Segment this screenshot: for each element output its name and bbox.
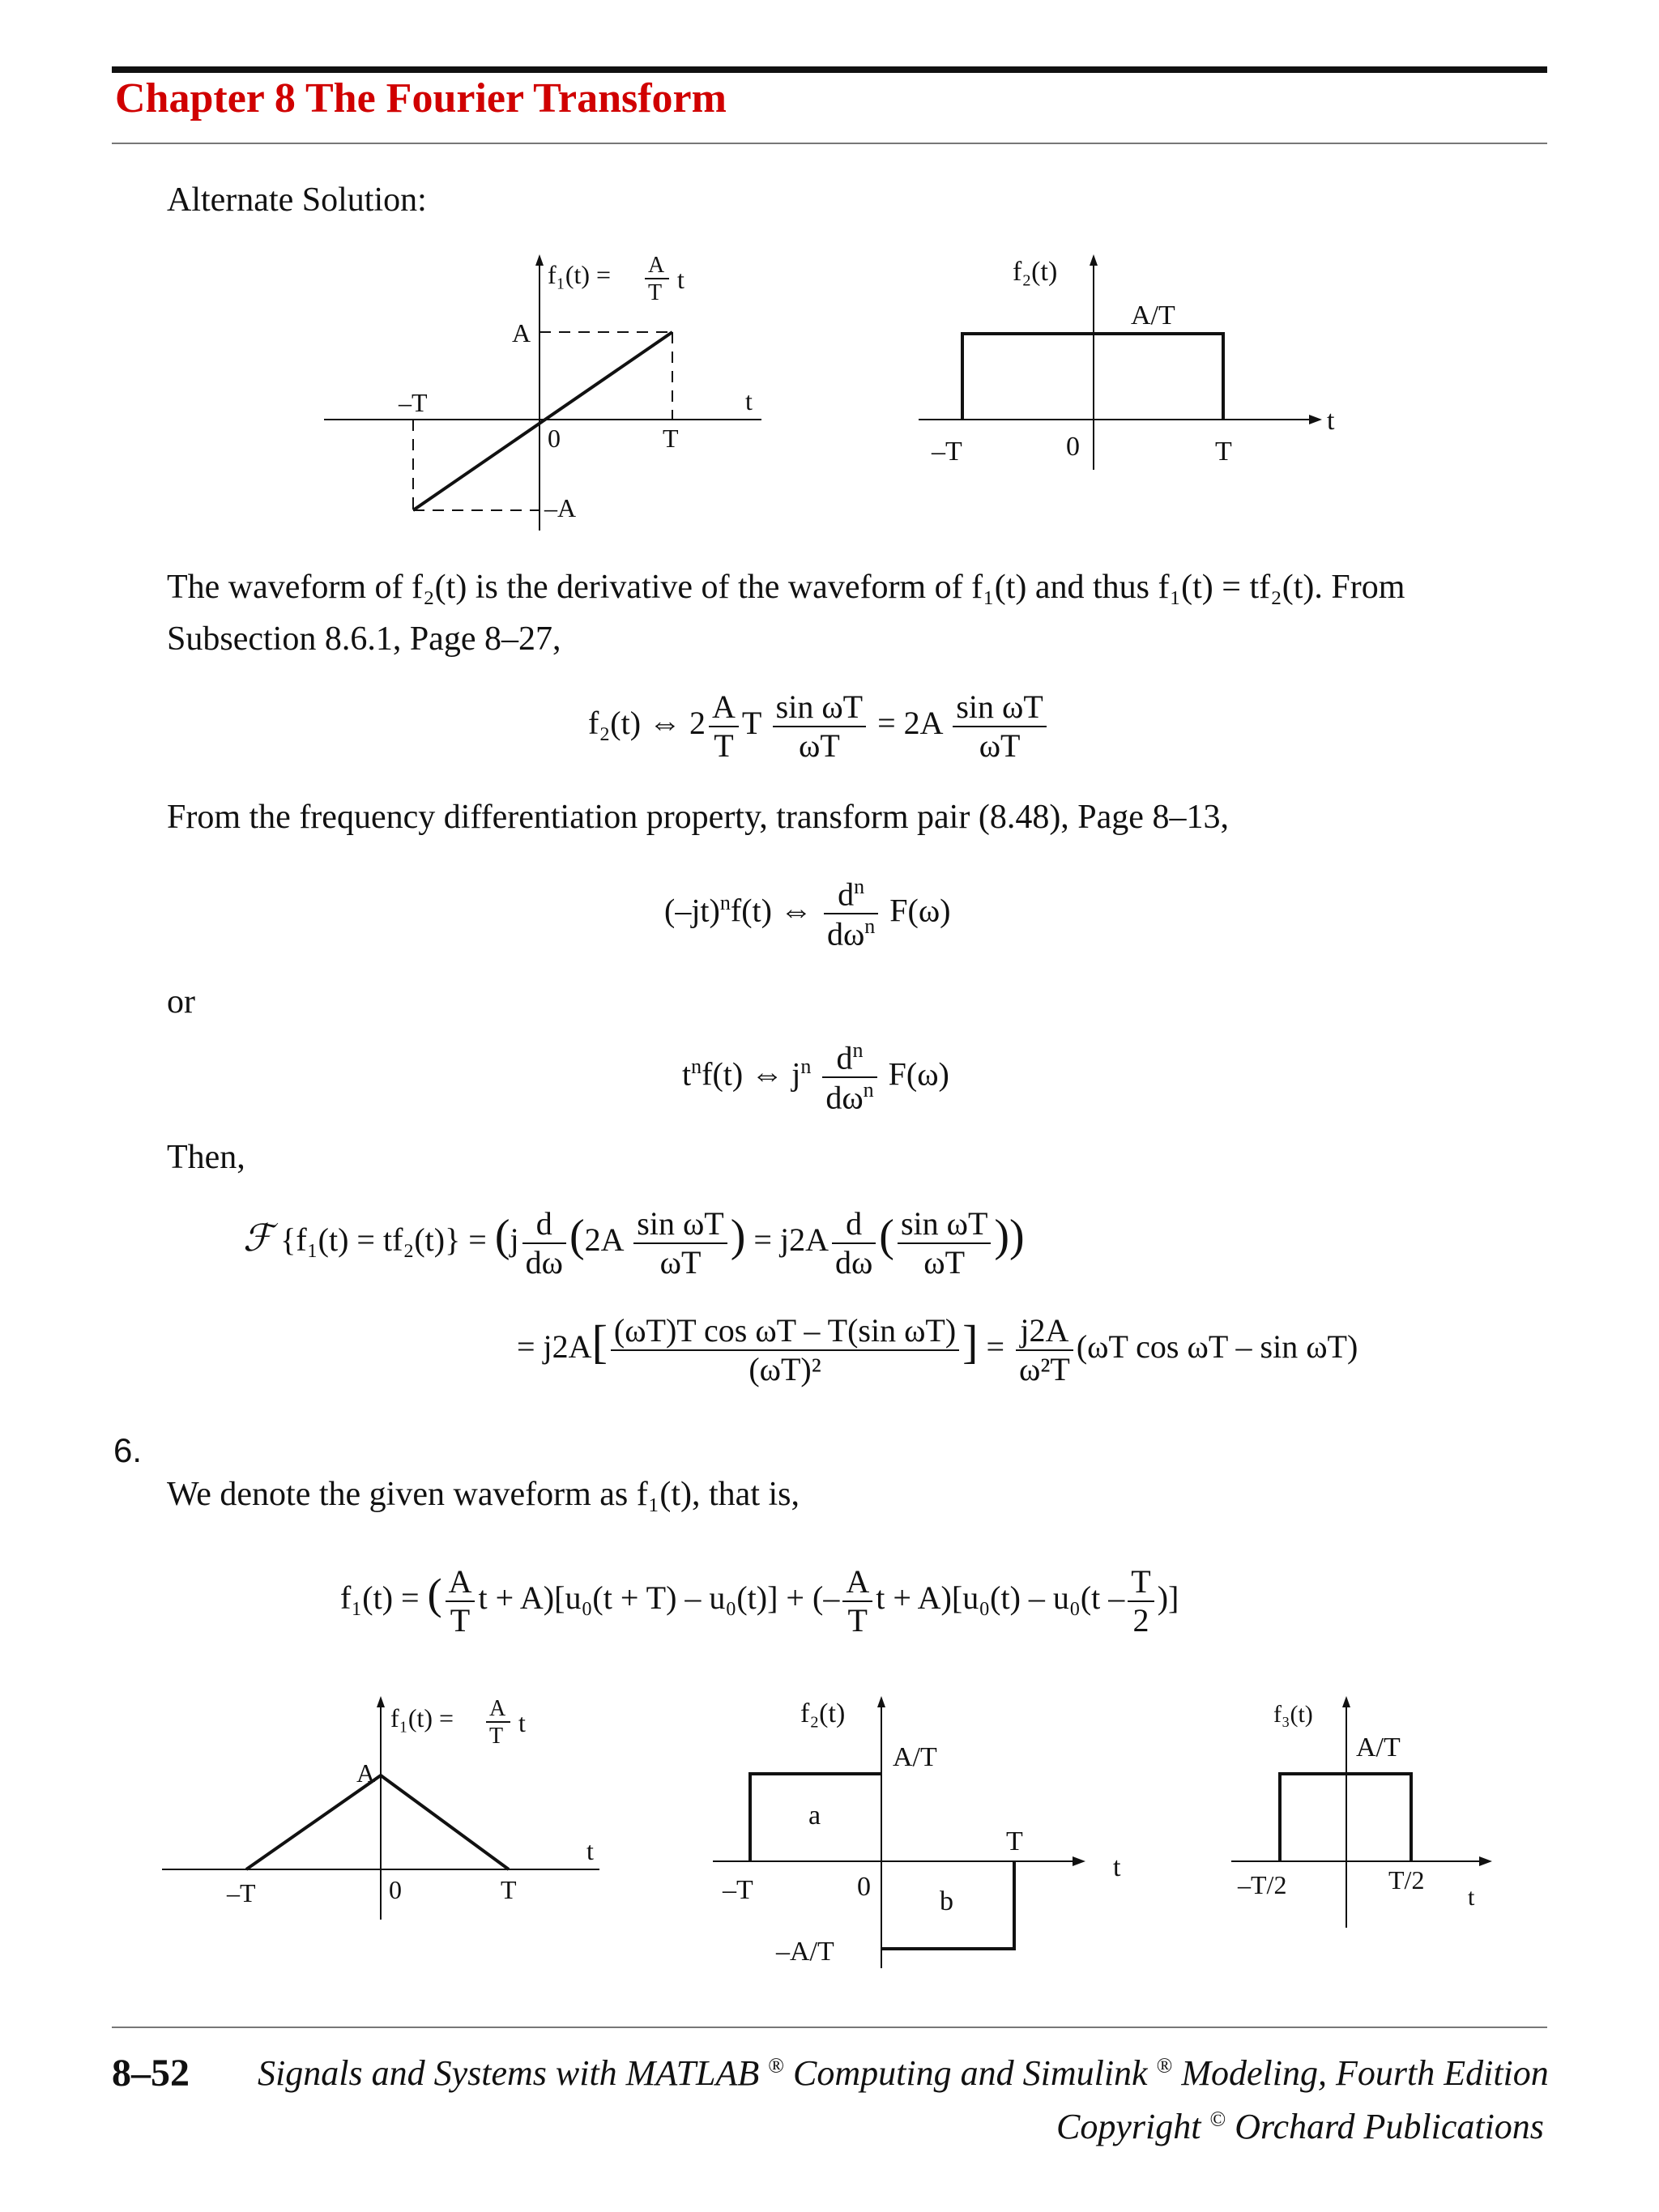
f3-halfT: T/2 <box>1388 1865 1425 1894</box>
f2-negT: –T <box>932 437 962 467</box>
tri-t: t <box>586 1836 594 1865</box>
text-then: Then, <box>167 1139 245 1176</box>
bip-a: a <box>808 1801 821 1831</box>
equation-freq-diff-alt: $t^nf(t)$ ⇔ $j^n$ $\frac{d^n}{d\omega^n}$ F(ω) <box>682 1038 949 1116</box>
figure-f1-triangle <box>162 1685 616 1928</box>
f2-label: f₂(t) <box>1013 257 1058 287</box>
paragraph-derivative: The waveform of f₂(t) is the derivative of the waveform of f₁(t) and thus f₁(t) = tf₂(t). From <box>167 569 1405 606</box>
figure-f2-bipolar <box>713 1685 1150 1976</box>
equation-fourier-f1-result: = j2A[ $\frac{\text{(ωT)T cos ωT – T(sin ωT)}}{\text{(ωT)²}}$ ] = $\frac{j2A}{\text{ω²T}}$ (ωT cos ωT – sin ωT) <box>517 1312 1358 1387</box>
page-number: 8–52 <box>112 2052 190 2095</box>
figure-f3-pulse <box>1215 1685 1507 1944</box>
bip-t: t <box>1113 1852 1121 1882</box>
footer-copyright: Copyright © Orchard Publications <box>1056 2107 1544 2146</box>
f1-T: T <box>663 424 679 453</box>
f2-t: t <box>1327 406 1335 436</box>
f3-level: A/T <box>1356 1733 1401 1762</box>
tri-negT: –T <box>227 1878 256 1907</box>
f1-negA: –A <box>544 493 577 522</box>
footer-rule <box>112 2027 1547 2028</box>
f1-frac-den: T <box>648 280 663 305</box>
header-underline <box>112 143 1547 144</box>
f2-zero: 0 <box>1066 432 1080 462</box>
f1-tail: t <box>677 265 684 294</box>
bip-zero: 0 <box>857 1872 871 1902</box>
bip-label: f₂(t) <box>800 1698 846 1728</box>
tri-T: T <box>501 1875 517 1904</box>
tri-num: A <box>489 1696 506 1721</box>
bip-b: b <box>940 1886 953 1916</box>
footer-book-title: Signals and Systems with MATLAB ® Computing and Simulink ® Modeling, Fourth Edition <box>258 2053 1549 2093</box>
chapter-title: Chapter 8 The Fourier Transform <box>115 75 727 121</box>
tri-tail: t <box>518 1708 526 1737</box>
equation-f1-waveform: f₁(t) = ( $\frac{A}{T}$ t + A)[u₀(t + T) – u₀(t)] + (– $\frac{A}{T}$ t + A)[u₀(t) – u₀(t – $\frac{T}{2}$ )] <box>340 1563 1179 1639</box>
bip-T: T <box>1006 1826 1023 1856</box>
equation-f2-transform: f₂(t) ⇔ 2 $\frac{A}{T}$ T $\frac{\text{sin ωT}}{\omega T}$ = 2A $\frac{\text{sin ωT}}{\omega T}$ <box>588 688 1050 765</box>
paragraph-frequency-differentiation: From the frequency differentiation property, transform pair (8.48), Page 8–13, <box>167 799 1229 836</box>
bip-level: A/T <box>893 1742 937 1772</box>
tri-A: A <box>356 1758 376 1788</box>
bip-negT: –T <box>723 1875 753 1905</box>
f1-zero: 0 <box>548 424 561 453</box>
figure-f2-pulse <box>907 243 1361 486</box>
f1-label: f₁(t) = <box>548 260 612 289</box>
header-rule <box>112 66 1547 73</box>
f3-negHalfT: –T/2 <box>1238 1870 1287 1899</box>
tri-label: f₁(t) = <box>390 1703 454 1733</box>
tri-zero: 0 <box>389 1875 402 1904</box>
f2-level: A/T <box>1131 300 1175 330</box>
equation-freq-diff: $(-jt)^nf(t)$ ⇔ $\frac{d^n}{d\omega^n}$ F(ω) <box>664 875 951 953</box>
f2-T: T <box>1215 437 1232 467</box>
paragraph-derivative-cont: Subsection 8.6.1, Page 8–27, <box>167 620 561 658</box>
f1-t: t <box>745 386 753 416</box>
bip-negLevel: –A/T <box>776 1937 834 1967</box>
f1-frac-num: A <box>648 253 665 278</box>
problem-number: 6. <box>113 1431 143 1469</box>
f1-A: A <box>512 318 531 347</box>
f3-label: f₃(t) <box>1273 1701 1313 1728</box>
figure-f1-ramp <box>308 243 794 535</box>
alt-solution-heading: Alternate Solution: <box>167 181 427 219</box>
equation-fourier-f1: ℱ {f₁(t) = tf₂(t)} = (j $\frac{d}{d\omega}$ (2A $\frac{\text{sin ωT}}{\omega T}$ ) = j2A $\frac{d}{d\omega}$ ( $\frac{\text{sin ωT}}{\omega T}$ )) <box>243 1205 1025 1281</box>
f1-negT: –T <box>399 388 428 417</box>
f3-t: t <box>1468 1884 1475 1911</box>
tri-den: T <box>489 1724 504 1749</box>
text-or: or <box>167 983 195 1021</box>
problem6-intro: We denote the given waveform as f₁(t), that is, <box>167 1476 800 1513</box>
